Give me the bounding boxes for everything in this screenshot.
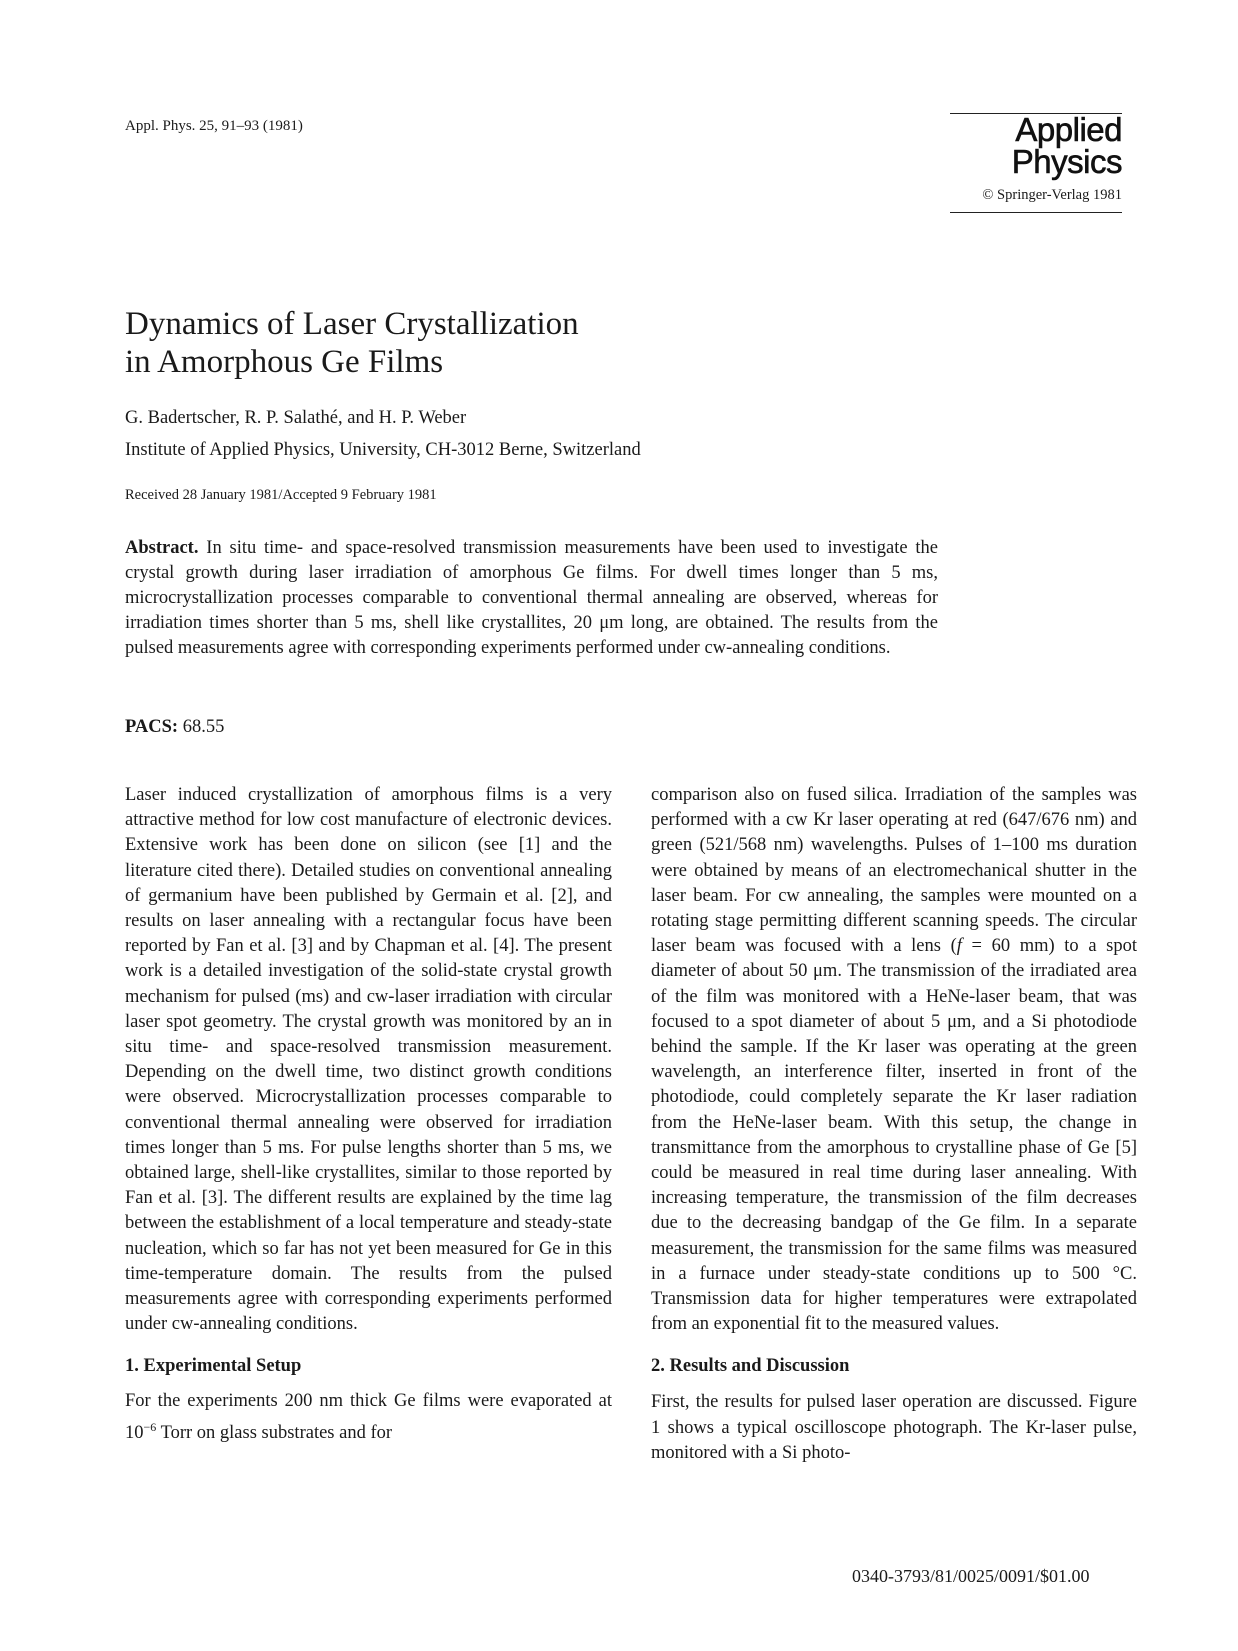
logo-word-applied: Applied — [1015, 111, 1122, 148]
affiliation: Institute of Applied Physics, University, CH-3012 Berne, Switzerland — [125, 440, 641, 460]
journal-logo — [950, 113, 1122, 213]
title-line-1: Dynamics of Laser Crystallization — [125, 306, 579, 342]
abstract — [125, 536, 938, 661]
section1-paragraph — [125, 1389, 612, 1446]
abstract-label: Abstract. — [125, 538, 199, 558]
section1-cont-a: comparison also on fused silica. Irradiation of the samples was performed with a cw Kr laser operating at red (647/676 nm) and green (521/568 nm) wavelengths. Pulses of 1–100 ms duration were obtained by means of an electromechanical shutter in the laser beam. For cw annealing, the samples were mounted on a rotating stage permitting different scanning speeds. The circular laser beam was focused with a lens ( — [651, 785, 1137, 957]
section-heading-results: 2. Results and Discussion — [651, 1356, 850, 1377]
pacs-label: PACS: — [125, 717, 179, 737]
section1-continuation — [651, 783, 1137, 1337]
section-heading-experimental-setup: 1. Experimental Setup — [125, 1356, 302, 1377]
section1-text-start: For the experiments 200 nm thick Ge films were evaporated at 10 — [125, 1391, 612, 1443]
paper-title — [125, 305, 579, 381]
section1-exponent: −6 — [143, 1419, 157, 1434]
body-column-right — [651, 783, 1137, 1466]
focal-length-symbol: f — [956, 936, 962, 957]
intro-paragraph: Laser induced crystallization of amorphous films is a very attractive method for low cost manufacture of electronic devices. Extensive work has been done on silicon (see [1] and the literature cited there). Detailed studies on conventional annealing of germanium have been published by Germain et al. [2], and results on laser annealing with a rectangular focus have been reported by Fan et al. [3] and by Chapman et al. [4]. The present work is a detailed investigation of the solid-state crystal growth mechanism for pulsed (ms) and cw-laser irradiation with circular laser spot geometry. The crystal growth was monitored by an in situ time- and space-resolved transmission measurement. Depending on the dwell time, two distinct growth conditions were observed. Microcrystallization processes comparable to conventional thermal annealing were observed for irradiation times longer than 5 ms. For pulse lengths shorter than 5 ms, we obtained large, shell-like crystallites, similar to those reported by Fan et al. [3]. The different results are explained by the time lag between the establishment of a local temperature and steady-state nucleation, which so far has not yet been measured for Ge in this time-temperature domain. The results from the pulsed measurements agree with corresponding experiments performed under cw-annealing conditions. — [125, 785, 612, 1335]
footer-code: 0340-3793/81/0025/0091/$01.00 — [852, 1566, 1090, 1586]
section1-cont-b: = 60 mm) to a spot diameter of about 50 μm. The transmission of the irradiated area of the film was monitored with a HeNe-laser beam, that was focused to a spot diameter of about 5 μm, and a Si photodiode behind the sample. If the Kr laser was operating at the green wavelength, an interference filter, inserted in front of the photodiode, could completely separate the Kr laser radiation from the HeNe-laser beam. With this setup, the change in transmittance from the amorphous to crystalline phase of Ge [5] could be measured in real time during laser annealing. With increasing temperature, the transmission of the film decreases due to the decreasing bandgap of the Ge film. In a separate measurement, the transmission for the same films was measured in a furnace under steady-state conditions up to 500 °C. Transmission data for higher temperatures were extrapolated from an exponential fit to the measured values. — [651, 936, 1137, 1335]
pacs-value: 68.55 — [182, 717, 225, 737]
journal-citation: Appl. Phys. 25, 91–93 (1981) — [125, 118, 303, 134]
abstract-text: In situ time- and space-resolved transmission measurements have been used to investigate the crystal growth during laser irradiation of amorphous Ge films. For dwell times longer than 5 ms, microcrystallization processes comparable to conventional thermal annealing are observed, whereas for irradiation times shorter than 5 ms, shell like crystallites, 20 μm long, are obtained. The results from the pulsed measurements agree with corresponding experiments performed under cw-annealing conditions. — [125, 538, 938, 658]
title-line-2: in Amorphous Ge Films — [125, 344, 444, 380]
pacs-code — [125, 717, 224, 738]
received-accepted-dates: Received 28 January 1981/Accepted 9 February 1981 — [125, 487, 437, 503]
author-list: G. Badertscher, R. P. Salathé, and H. P. Weber — [125, 408, 467, 428]
body-column-left — [125, 783, 612, 1446]
section1-text-end: Torr on glass substrates and for — [156, 1422, 393, 1443]
section2-paragraph: First, the results for pulsed laser operation are discussed. Figure 1 shows a typical oscilloscope photograph. The Kr-laser pulse, monitored with a Si photo- — [651, 1392, 1137, 1463]
copyright-notice: © Springer-Verlag 1981 — [950, 187, 1122, 213]
logo-word-physics: Physics — [1011, 143, 1122, 180]
